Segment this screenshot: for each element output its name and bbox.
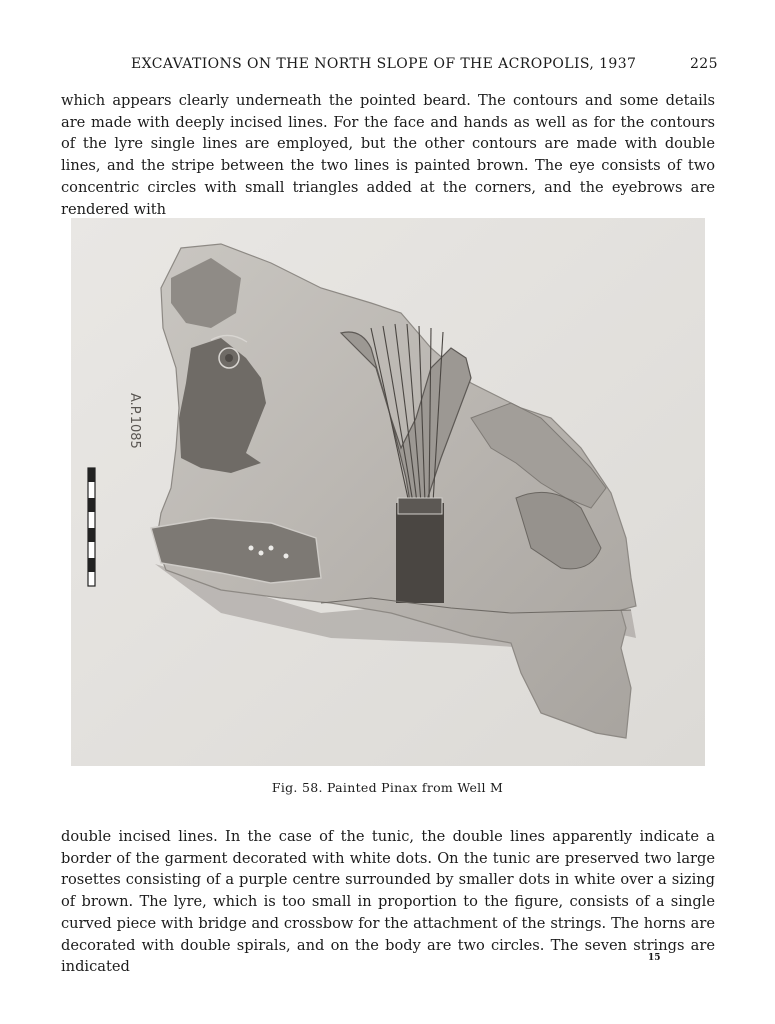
eye-pupil [225, 354, 233, 362]
scale-bar [88, 468, 95, 586]
running-title: EXCAVATIONS ON THE NORTH SLOPE OF THE ACROPOLIS, 1937 [131, 56, 637, 72]
paragraph-bottom: double incised lines. In the case of the tunic, the double lines apparently indicate a border of the garment decorated with white dots. On the tunic are preserved two large rosettes consisting of a purple centre surrounded by smaller dots in white over a sizing of brown. The lyre, which is too small in proportion to the figure, consists of a single curved piece with bridge and crossbow for the attachment of the strings. The horns are decorated with double spirals, and on the body are two circles. The seven strings are indicated [61, 828, 715, 976]
inventory-label: A.P.1085 [127, 393, 142, 449]
page-number: 225 [690, 56, 718, 72]
signature-mark: 15 [648, 953, 661, 963]
paragraph-top: which appears clearly underneath the pointed beard. The contours and some details are made with deeply incised lines. For the face and hands as well as for the contours of the lyre single lines are employed, but the other contours are made with double lines, and the stripe between the two lines is painted brown. The eye consists of two concentric circles with small triangles added at the corners, and the eyebrows are rendered with [61, 92, 715, 218]
pinax-photo [71, 218, 705, 766]
figure-photograph [71, 218, 705, 766]
dark-stripe [396, 503, 444, 603]
figure-caption: Fig. 58. Painted Pinax from Well M [271, 780, 504, 795]
running-header [0, 56, 775, 76]
lyre-bridge [398, 498, 442, 514]
